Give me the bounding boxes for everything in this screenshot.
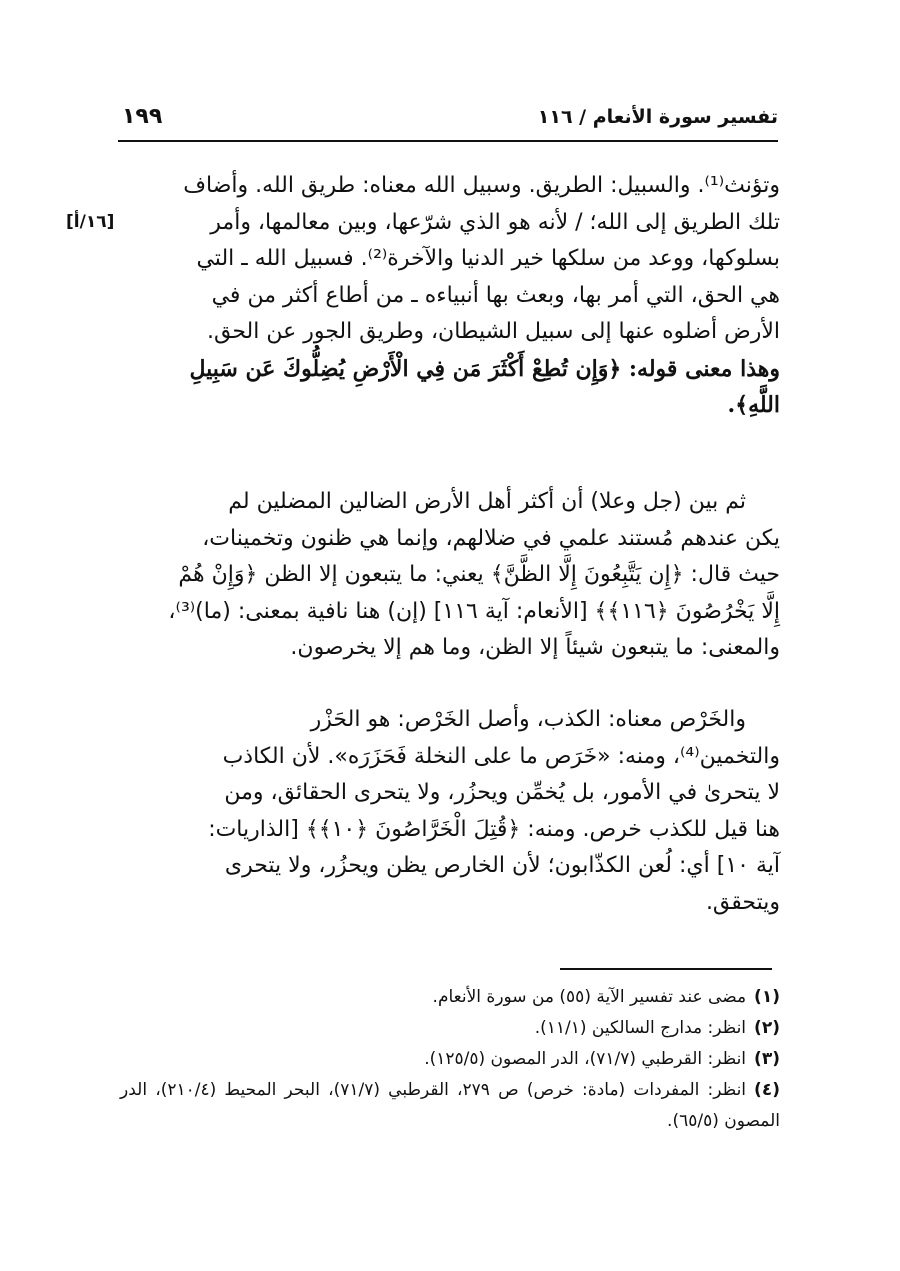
text-line-with-quran-verse: اللَّهِ﴾.: [727, 392, 780, 418]
footnotes: [120, 982, 780, 1137]
text-line: لا يتحرىٰ في الأمور، بل يُخمِّن ويحزُر، ولا يتحرى الحقائق، ومن: [224, 780, 780, 805]
text-line: تلك الطريق إلى الله؛ / لأنه هو الذي شرّعها، وبين معالمها، وأمر: [210, 209, 780, 235]
footnote-text: انظر: القرطبي (٧١/٧)، الدر المصون (١٢٥/٥).: [424, 1049, 747, 1069]
footnote-number: (٤): [754, 1080, 780, 1100]
footnote-1: [120, 982, 780, 1013]
footnote-text: مضى عند تفسير الآية (٥٥) من سورة الأنعام.: [432, 987, 747, 1007]
text-line-with-quran-verse: هنا قيل للكذب خرص. ومنه: ﴿قُتِلَ الْخَرَّاصُونَ ﴿١٠﴾﴾ [الذاريات:: [208, 816, 780, 842]
footnote-text: انظر: المفردات (مادة: خرص) ص ٢٧٩، القرطبي (٧١/٧)، البحر المحيط (٢١٠/٤)، الدر المصون (٦٥/٥).: [120, 1080, 780, 1131]
text-line: وتؤنث⁽¹⁾. والسبيل: الطريق. وسبيل الله معناه: طريق الله. وأضاف: [183, 173, 780, 198]
text-line-with-quran-verse: إِلَّا يَخْرُصُونَ ﴿١١٦﴾﴾ [الأنعام: آية ١١٦] (إن) هنا نافية بمعنى: (ما)⁽³⁾،: [168, 598, 780, 624]
footnote-text: انظر: مدارج السالكين (١١/١).: [534, 1018, 747, 1038]
footnote-number: (٣): [754, 1049, 780, 1069]
text-line: والتخمين⁽⁴⁾، ومنه: «خَرَص ما على النخلة فَحَزَرَه». لأن الكاذب: [222, 743, 780, 769]
text-line: هي الحق، التي أمر بها، وبعث بها أنبياءه ـ من أطاع أكثر من في: [211, 282, 780, 308]
text-line-with-quran-verse: وهذا معنى قوله: ﴿وَإِن تُطِعْ أَكْثَرَ مَن فِي الْأَرْضِ يُضِلُّوكَ عَن سَبِيلِ: [189, 355, 780, 382]
footnote-4: [120, 1075, 780, 1137]
page-number: ١٩٩: [122, 104, 163, 129]
text-line: والمعنى: ما يتبعون شيئاً إلا الظن، وما هم إلا يخرصون.: [290, 635, 780, 660]
text-line-with-quran-verse: حيث قال: ﴿إِن يَتَّبِعُونَ إِلَّا الظَّنَّ﴾ يعني: ما يتبعون إلا الظن ﴿وَإِنْ هُمْ: [178, 562, 780, 587]
text-line: آية ١٠] أي: لُعن الكذّابون؛ لأن الخارص يظن ويحزُر، ولا يتحرى: [224, 853, 780, 878]
paragraph-3: [120, 702, 780, 921]
text-line: ويتحقق.: [705, 889, 780, 915]
footnote-2: [120, 1013, 780, 1044]
text-line: يكن عندهم مُستند علمي في ضلالهم، وإنما هي ظنون وتخمينات،: [202, 525, 780, 551]
footnote-separator: [560, 968, 772, 970]
manuscript-folio-marker: [١٦/أ]: [66, 212, 115, 232]
footnote-number: (٢): [754, 1018, 780, 1038]
text-line: والخَرْص معناه: الكذب، وأصل الخَرْص: هو الحَزْر: [310, 707, 746, 732]
text-line: الأرض أضلوه عنها إلى سبيل الشيطان، وطريق الجور عن الحق.: [207, 319, 780, 344]
paragraph-2: [120, 484, 780, 667]
footnote-number: (١): [754, 987, 780, 1007]
text-line: بسلوكها، ووعد من سلكها خير الدنيا والآخرة⁽²⁾. فسبيل الله ـ التي: [196, 246, 780, 271]
paragraph-1: [120, 168, 780, 424]
footnote-3: [120, 1044, 780, 1075]
running-header: [118, 100, 778, 142]
text-line: ثم بين (جل وعلا) أن أكثر أهل الأرض الضالين المضلين لم: [228, 489, 746, 514]
running-title: تفسير سورة الأنعام / ١١٦: [537, 106, 778, 128]
